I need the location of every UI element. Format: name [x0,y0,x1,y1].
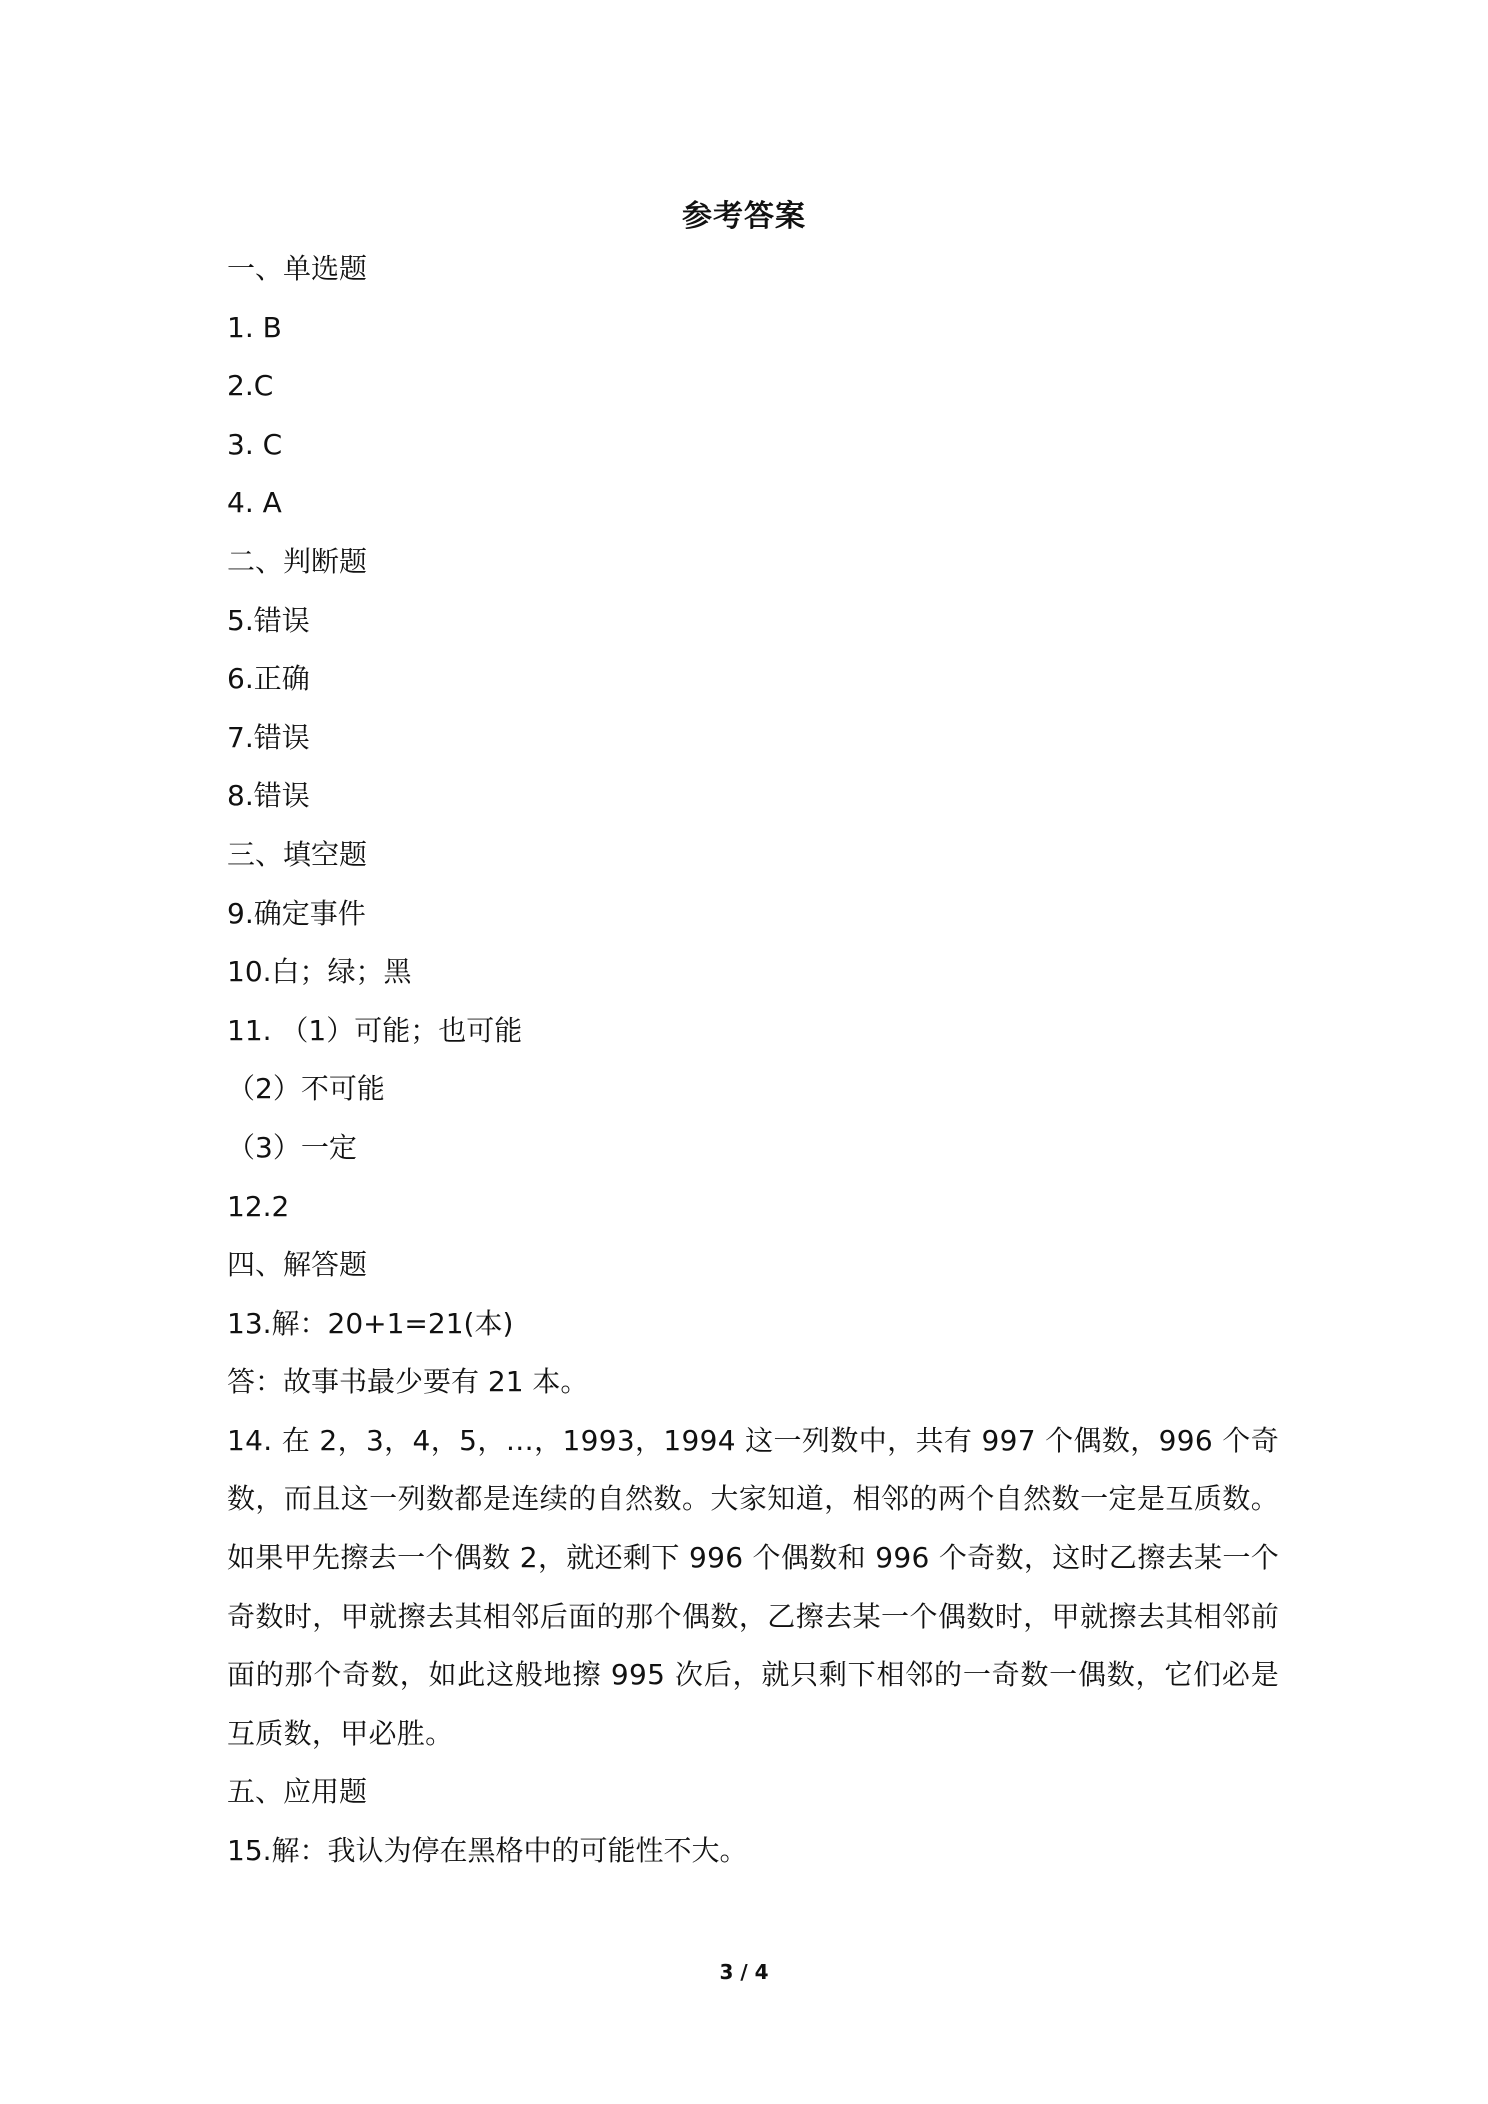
page-title: 参考答案 [682,199,806,234]
answer-8: 8.错误 [227,779,310,813]
answer-12: 12.2 [227,1189,290,1223]
answer-15: 15.解：我认为停在黑格中的可能性不大。 [227,1834,748,1868]
answer-5: 5.错误 [227,603,310,637]
answer-11-part-1: 11. （1）可能；也可能 [227,1013,523,1047]
answer-10: 10.白；绿；黑 [227,955,412,989]
answer-9: 9.确定事件 [227,896,366,930]
section-heading-true-false: 二、判断题 [227,544,368,578]
answer-2: 2.C [227,369,274,403]
page-number: 3 / 4 [719,1960,769,1984]
answer-14-paragraph: 14. 在 2，3，4，5，…，1993，1994 这一列数中，共有 997 个偶数，996 个奇数，而且这一列数都是连续的自然数。大家知道，相邻的两个自然数一定是互质数。如果甲先擦去一个偶数 2，就还剩下 996 个偶数和 996 个奇数，这时乙擦去某一个奇数时，甲就擦去其相邻后面的那个偶数，乙擦去某一个偶数时，甲就擦去其相邻前面的那个奇数，如此这般地擦 995 次后，就只剩下相邻的一奇数一偶数，它们必是互质数，甲必胜。 [227,1423,1279,1750]
section-heading-single-choice: 一、单选题 [227,252,368,285]
section-heading-solve: 四、解答题 [227,1248,368,1282]
answer-11-part-2: （2）不可能 [227,1072,385,1106]
answer-6: 6.正确 [227,662,310,696]
section-heading-fill-blank: 三、填空题 [227,837,368,871]
answer-13-conclusion: 答：故事书最少要有 21 本。 [227,1365,589,1399]
answer-1: 1. B [227,310,282,344]
answer-11-part-3: （3）一定 [227,1130,357,1164]
answer-13-solution: 13.解：20+1=21(本) [227,1306,514,1340]
answer-3: 3. C [227,427,283,461]
answer-content [227,240,1279,1881]
section-heading-application: 五、应用题 [227,1775,368,1809]
answer-7: 7.错误 [227,720,310,754]
answer-4: 4. A [227,486,282,520]
